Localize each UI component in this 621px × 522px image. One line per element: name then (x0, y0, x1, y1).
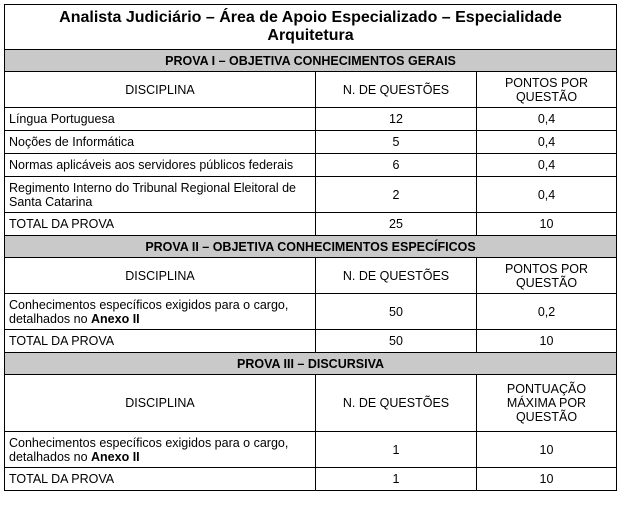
cell-disciplina: Noções de Informática (5, 131, 316, 154)
disciplina-text: Conhecimentos específicos exigidos para o cargo, detalhados no (9, 435, 289, 464)
total-pontos: 10 (477, 213, 617, 236)
column-header-questoes: N. DE QUESTÕES (316, 72, 477, 108)
total-pontos: 10 (477, 468, 617, 491)
cell-questoes: 1 (316, 432, 477, 468)
cell-pontos: 0,4 (477, 108, 617, 131)
table-row (5, 177, 617, 213)
cell-pontos: 0,4 (477, 154, 617, 177)
total-label: TOTAL DA PROVA (5, 468, 316, 491)
cell-disciplina: Normas aplicáveis aos servidores públicos federais (5, 154, 316, 177)
column-header-questoes: N. DE QUESTÕES (316, 258, 477, 294)
total-questoes: 1 (316, 468, 477, 491)
exam-structure-table (4, 4, 617, 491)
prova2-heading: PROVA II – OBJETIVA CONHECIMENTOS ESPECÍFICOS (5, 236, 617, 258)
cell-pontos: 0,2 (477, 294, 617, 330)
cell-questoes: 5 (316, 131, 477, 154)
cell-disciplina: Língua Portuguesa (5, 108, 316, 131)
column-header-disciplina: DISCIPLINA (5, 375, 316, 432)
table-row (5, 154, 617, 177)
cell-questoes: 50 (316, 294, 477, 330)
table-title (5, 5, 617, 50)
column-header-questoes: N. DE QUESTÕES (316, 375, 477, 432)
anexo-reference: Anexo II (91, 449, 140, 464)
column-header-disciplina: DISCIPLINA (5, 72, 316, 108)
prova2-column-headers (5, 258, 617, 294)
total-label: TOTAL DA PROVA (5, 213, 316, 236)
table-row (5, 294, 617, 330)
prova1-heading: PROVA I – OBJETIVA CONHECIMENTOS GERAIS (5, 50, 617, 72)
title-line-1: Analista Judiciário – Área de Apoio Especializado – Especialidade (59, 9, 562, 26)
column-header-pontos: PONTOS POR QUESTÃO (477, 258, 617, 294)
total-row (5, 213, 617, 236)
cell-disciplina: Regimento Interno do Tribunal Regional Eleitoral de Santa Catarina (5, 177, 316, 213)
cell-disciplina (5, 294, 316, 330)
total-questoes: 25 (316, 213, 477, 236)
title-line-2: Arquitetura (267, 27, 354, 44)
table-row (5, 131, 617, 154)
total-label: TOTAL DA PROVA (5, 330, 316, 353)
total-pontos: 10 (477, 330, 617, 353)
prova3-column-headers (5, 375, 617, 432)
cell-questoes: 12 (316, 108, 477, 131)
table-row (5, 432, 617, 468)
total-questoes: 50 (316, 330, 477, 353)
column-header-disciplina: DISCIPLINA (5, 258, 316, 294)
table-row (5, 108, 617, 131)
column-header-pontuacao-maxima: PONTUAÇÃO MÁXIMA POR QUESTÃO (477, 375, 617, 432)
anexo-reference: Anexo II (91, 311, 140, 326)
total-row (5, 330, 617, 353)
cell-disciplina (5, 432, 316, 468)
prova1-column-headers (5, 72, 617, 108)
cell-questoes: 6 (316, 154, 477, 177)
column-header-pontos: PONTOS POR QUESTÃO (477, 72, 617, 108)
cell-pontos: 0,4 (477, 177, 617, 213)
cell-pontos: 10 (477, 432, 617, 468)
disciplina-text: Conhecimentos específicos exigidos para o cargo, detalhados no (9, 297, 289, 326)
total-row (5, 468, 617, 491)
prova3-heading: PROVA III – DISCURSIVA (5, 353, 617, 375)
cell-pontos: 0,4 (477, 131, 617, 154)
cell-questoes: 2 (316, 177, 477, 213)
